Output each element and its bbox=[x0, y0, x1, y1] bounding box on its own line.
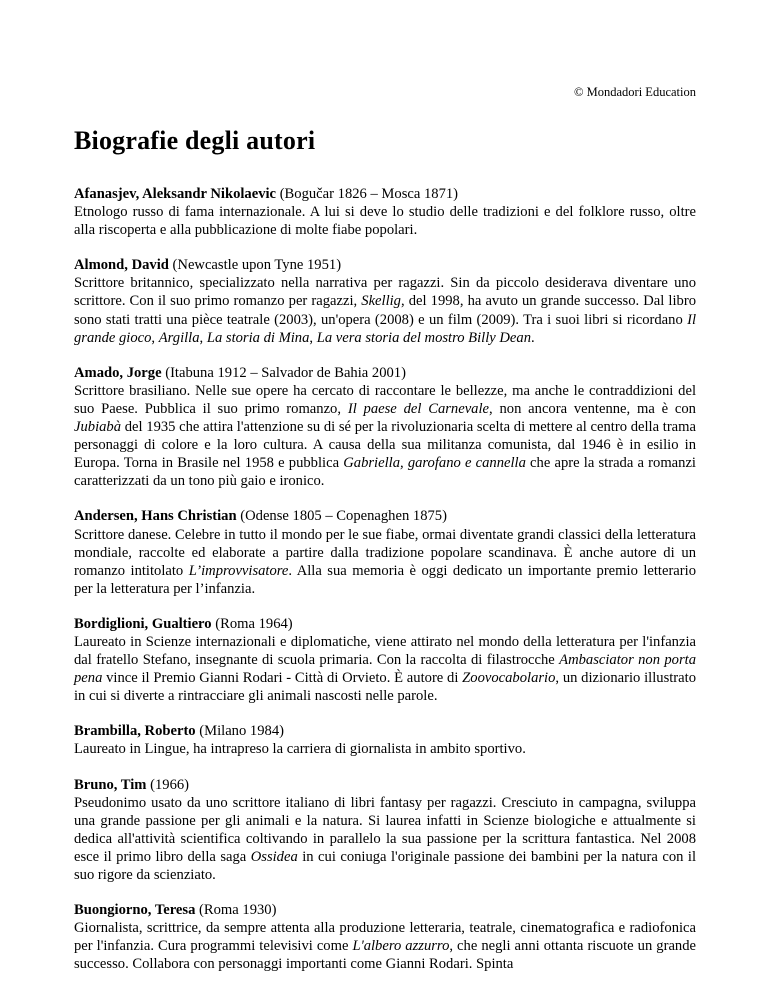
author-name: Afanasjev, Aleksandr Nikolaevic bbox=[74, 186, 277, 202]
work-title: L’improvvisatore bbox=[188, 562, 289, 579]
bio-text: vince il Premio Gianni Rodari - Città di Orvieto. È autore di bbox=[102, 670, 463, 687]
work-title: Ossidea bbox=[250, 848, 298, 865]
author-name: Almond, David bbox=[74, 257, 169, 274]
bio-text: Laureato in Lingue, ha intrapreso la carriera di giornalista in ambito sportivo. bbox=[74, 741, 526, 758]
page-title: Biografie degli autori bbox=[74, 126, 316, 155]
bio-text: , un dizionario illustrato in cui si diverte a rintracciare gli animali nascosti nelle parole. bbox=[74, 670, 696, 705]
author-entry bbox=[74, 507, 696, 597]
author-bio bbox=[74, 203, 696, 239]
author-name: Bruno, Tim bbox=[74, 776, 147, 793]
author-dates: (Roma 1964) bbox=[211, 615, 293, 632]
author-dates: (Roma 1930) bbox=[195, 902, 277, 919]
author-bio bbox=[74, 740, 696, 758]
author-dates: (1966) bbox=[146, 776, 190, 793]
work-title: Il paese del Carnevale bbox=[347, 400, 490, 417]
author-heading bbox=[74, 256, 696, 274]
work-title: Ambasciator non porta pena bbox=[74, 652, 696, 687]
bio-text: , bbox=[151, 329, 159, 346]
author-name: Brambilla, Roberto bbox=[74, 723, 196, 740]
author-dates: (Newcastle upon Tyne 1951) bbox=[168, 257, 342, 274]
work-title: Zoovocabolario bbox=[462, 670, 556, 687]
author-dates: (Itabuna 1912 – Salvador de Bahia 2001) bbox=[161, 364, 406, 381]
bio-text: Scrittore danese. Celebre in tutto il mondo per le sue fiabe, ormai diventate grandi classici della letteratura mondiale, raccolte ed elaborate a partire dalla tradizione popolare scandinava. È anche autore di un romanzo intitolato bbox=[74, 526, 696, 579]
author-name: Andersen, Hans Christian bbox=[74, 508, 237, 525]
author-bio bbox=[74, 382, 696, 491]
author-name: Bordiglioni, Gualtiero bbox=[74, 615, 212, 632]
bio-text: , bbox=[199, 329, 207, 346]
author-heading bbox=[74, 364, 696, 382]
bio-text: , che negli anni ottanta riscuote un grande successo. Collabora con personaggi importanti come Gianni Rodari. Spinta bbox=[74, 938, 697, 973]
author-entry bbox=[74, 364, 696, 491]
author-bio bbox=[74, 526, 696, 598]
author-entry bbox=[74, 615, 696, 705]
author-heading bbox=[74, 615, 696, 633]
bio-text: , bbox=[309, 329, 317, 346]
author-bio bbox=[74, 794, 696, 884]
work-title: La storia di Mina bbox=[206, 329, 310, 346]
bio-text: Scrittore britannico, specializzato nella narrativa per ragazzi. Sin da piccolo desiderava diventare uno scrittore. Con il suo primo romanzo per ragazzi, bbox=[74, 275, 696, 310]
author-entry bbox=[74, 901, 696, 973]
author-name: Buongiorno, Teresa bbox=[74, 902, 196, 919]
work-title: Il grande gioco bbox=[74, 311, 696, 346]
author-entry bbox=[74, 776, 696, 885]
bio-text: Etnologo russo di fama internazionale. A lui si deve lo studio delle tradizioni e del folklore russo, oltre alla riscoperta e alla pubblicazione di molte fiabe popolari. bbox=[74, 204, 696, 239]
author-heading bbox=[74, 507, 696, 525]
bio-text: Scrittore brasiliano. Nelle sue opere ha cercato di raccontare le bellezze, ma anche le contraddizioni del suo Paese. Pubblica il suo primo romanzo, bbox=[74, 382, 696, 417]
author-dates: (Milano 1984) bbox=[195, 723, 284, 740]
author-heading bbox=[74, 185, 696, 203]
bio-text: , del 1998, ha avuto un grande successo. Dal libro sono stati tratti una pièce teatrale (2003), un'opera (2008) e un film (2009). Tra i suoi libri si ricordano bbox=[74, 293, 696, 328]
author-dates: (Odense 1805 – Copenaghen 1875) bbox=[236, 508, 447, 525]
bio-text: del 1935 che attira l'attenzione su di sé per la rivoluzionaria scelta di mettere al centro della trama personaggi di colore e la loro cultura. A causa della sua militanza comunista, dal 1946 è in esilio in Europa. Torna in Brasile nel 1958 e pubblica bbox=[74, 419, 696, 472]
bio-text: , non ancora ventenne, ma è con bbox=[489, 400, 696, 417]
bio-text: in cui coniuga l'originale passione dei bambini per la natura con il suo rigore da scienziato. bbox=[74, 848, 697, 883]
bio-text: . bbox=[531, 329, 535, 346]
bio-text: Giornalista, scrittrice, da sempre attenta alla produzione letteraria, teatrale, cinematografica e radiofonica per l'infanzia. Cura programmi televisivi come bbox=[74, 920, 696, 955]
author-heading bbox=[74, 776, 696, 794]
author-heading bbox=[74, 722, 696, 740]
work-title: Skellig bbox=[361, 293, 401, 310]
bio-text: . Alla sua memoria è oggi dedicato un importante premio letterario per la letteratura per l’infanzia. bbox=[74, 562, 696, 597]
bio-text: Pseudonimo usato da uno scrittore italiano di libri fantasy per ragazzi. Cresciuto in campagna, sviluppa una grande passione per gli animali e la natura. Si laurea infatti in Scienze biologiche e attualmente si dedica all'attività scientifica coltivando in parallelo la sua passione per la scrittura fantastica. Nel 2008 esce il primo libro della saga bbox=[74, 794, 696, 865]
author-dates: (Bogučar 1826 – Mosca 1871) bbox=[276, 186, 459, 202]
author-bio bbox=[74, 274, 696, 346]
work-title: Argilla bbox=[158, 329, 200, 346]
bio-text: Laureato in Scienze internazionali e diplomatiche, viene attirato nel mondo della letteratura per l'infanzia dal fratello Stefano, insegnante di scuola primaria. Con la raccolta di filastrocche bbox=[74, 633, 696, 669]
author-entry bbox=[74, 722, 696, 758]
work-title: L'albero azzurro bbox=[352, 938, 450, 955]
copyright-notice: © Mondadori Education bbox=[574, 85, 696, 99]
author-entry bbox=[74, 185, 696, 239]
author-bio bbox=[74, 919, 696, 973]
author-name: Amado, Jorge bbox=[74, 364, 162, 381]
author-heading bbox=[74, 901, 696, 919]
work-title: Jubiabà bbox=[74, 419, 122, 436]
author-biographies bbox=[74, 185, 696, 990]
author-entry bbox=[74, 256, 696, 346]
work-title: Gabriella, garofano e cannella bbox=[343, 455, 526, 472]
author-bio bbox=[74, 633, 696, 705]
bio-text: che apre la strada a romanzi caratterizzati da un tono più gaio e ironico. bbox=[74, 455, 696, 490]
work-title: La vera storia del mostro Billy Dean bbox=[316, 329, 531, 346]
